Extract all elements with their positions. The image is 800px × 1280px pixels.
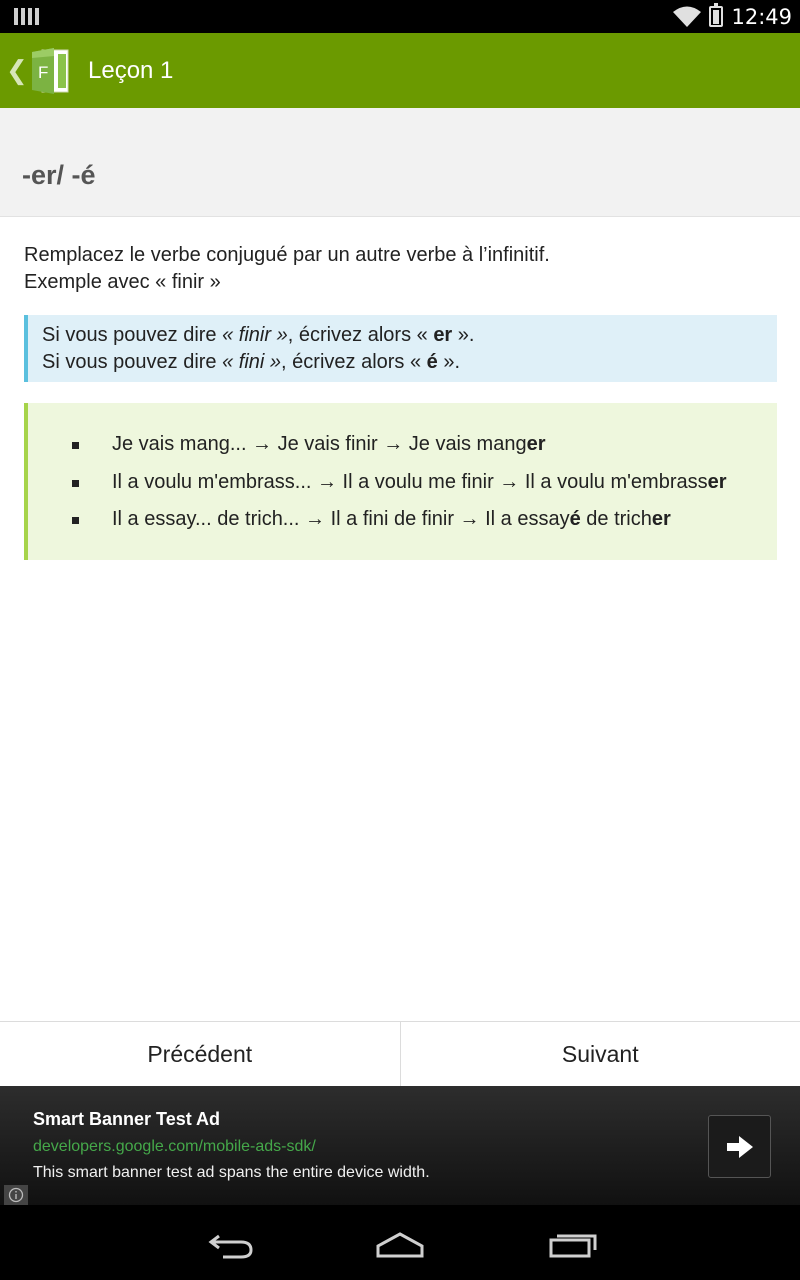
list-item: Je vais mang... → Je vais finir → Je vais manger [72,431,727,458]
system-navigation-bar [0,1205,800,1280]
ad-banner[interactable] [0,1086,800,1205]
intro-text [24,242,784,296]
action-bar [0,33,800,108]
rule-line: Si vous pouvez dire « fini », écrivez alors « é ». [42,351,461,373]
status-bar [0,0,800,33]
rule-note [24,315,777,382]
examples-list [72,431,727,544]
list-item: Il a essay... de trich... → Il a fini de finir → Il a essayé de tricher [72,506,727,533]
list-item: Il a voulu m'embrass... → Il a voulu me finir → Il a voulu m'embrasser [72,469,727,496]
wifi-icon [673,6,701,28]
info-icon[interactable] [4,1185,28,1205]
back-icon[interactable] [200,1225,260,1265]
next-button[interactable]: Suivant [561,1040,639,1067]
examples-box [24,403,777,560]
notification-icon [14,8,39,25]
page-title: Leçon 1 [88,56,174,84]
intro-line: Remplacez le verbe conjugué par un autre verbe à l’infinitif. [24,244,550,266]
status-time: 12:49 [731,4,792,29]
section-header [0,108,800,217]
lesson-navigation [0,1021,800,1086]
intro-line: Exemple avec « finir » [24,271,221,293]
rule-line: Si vous pouvez dire « finir », écrivez alors « er ». [42,324,475,346]
app-logo-icon[interactable] [28,46,72,96]
battery-icon [709,6,723,27]
ad-url[interactable]: developers.google.com/mobile-ads-sdk/ [33,1138,316,1155]
ad-title: Smart Banner Test Ad [33,1109,221,1129]
chevron-left-icon[interactable]: ❮ [6,55,28,85]
svg-text:F: F [38,62,49,82]
recents-icon[interactable] [542,1225,602,1265]
home-icon[interactable] [370,1225,430,1265]
ad-description: This smart banner test ad spans the entire device width. [33,1164,430,1181]
section-title: -er/ -é [22,160,96,190]
arrow-right-icon[interactable] [708,1115,771,1178]
previous-button[interactable]: Précédent [0,1022,401,1086]
